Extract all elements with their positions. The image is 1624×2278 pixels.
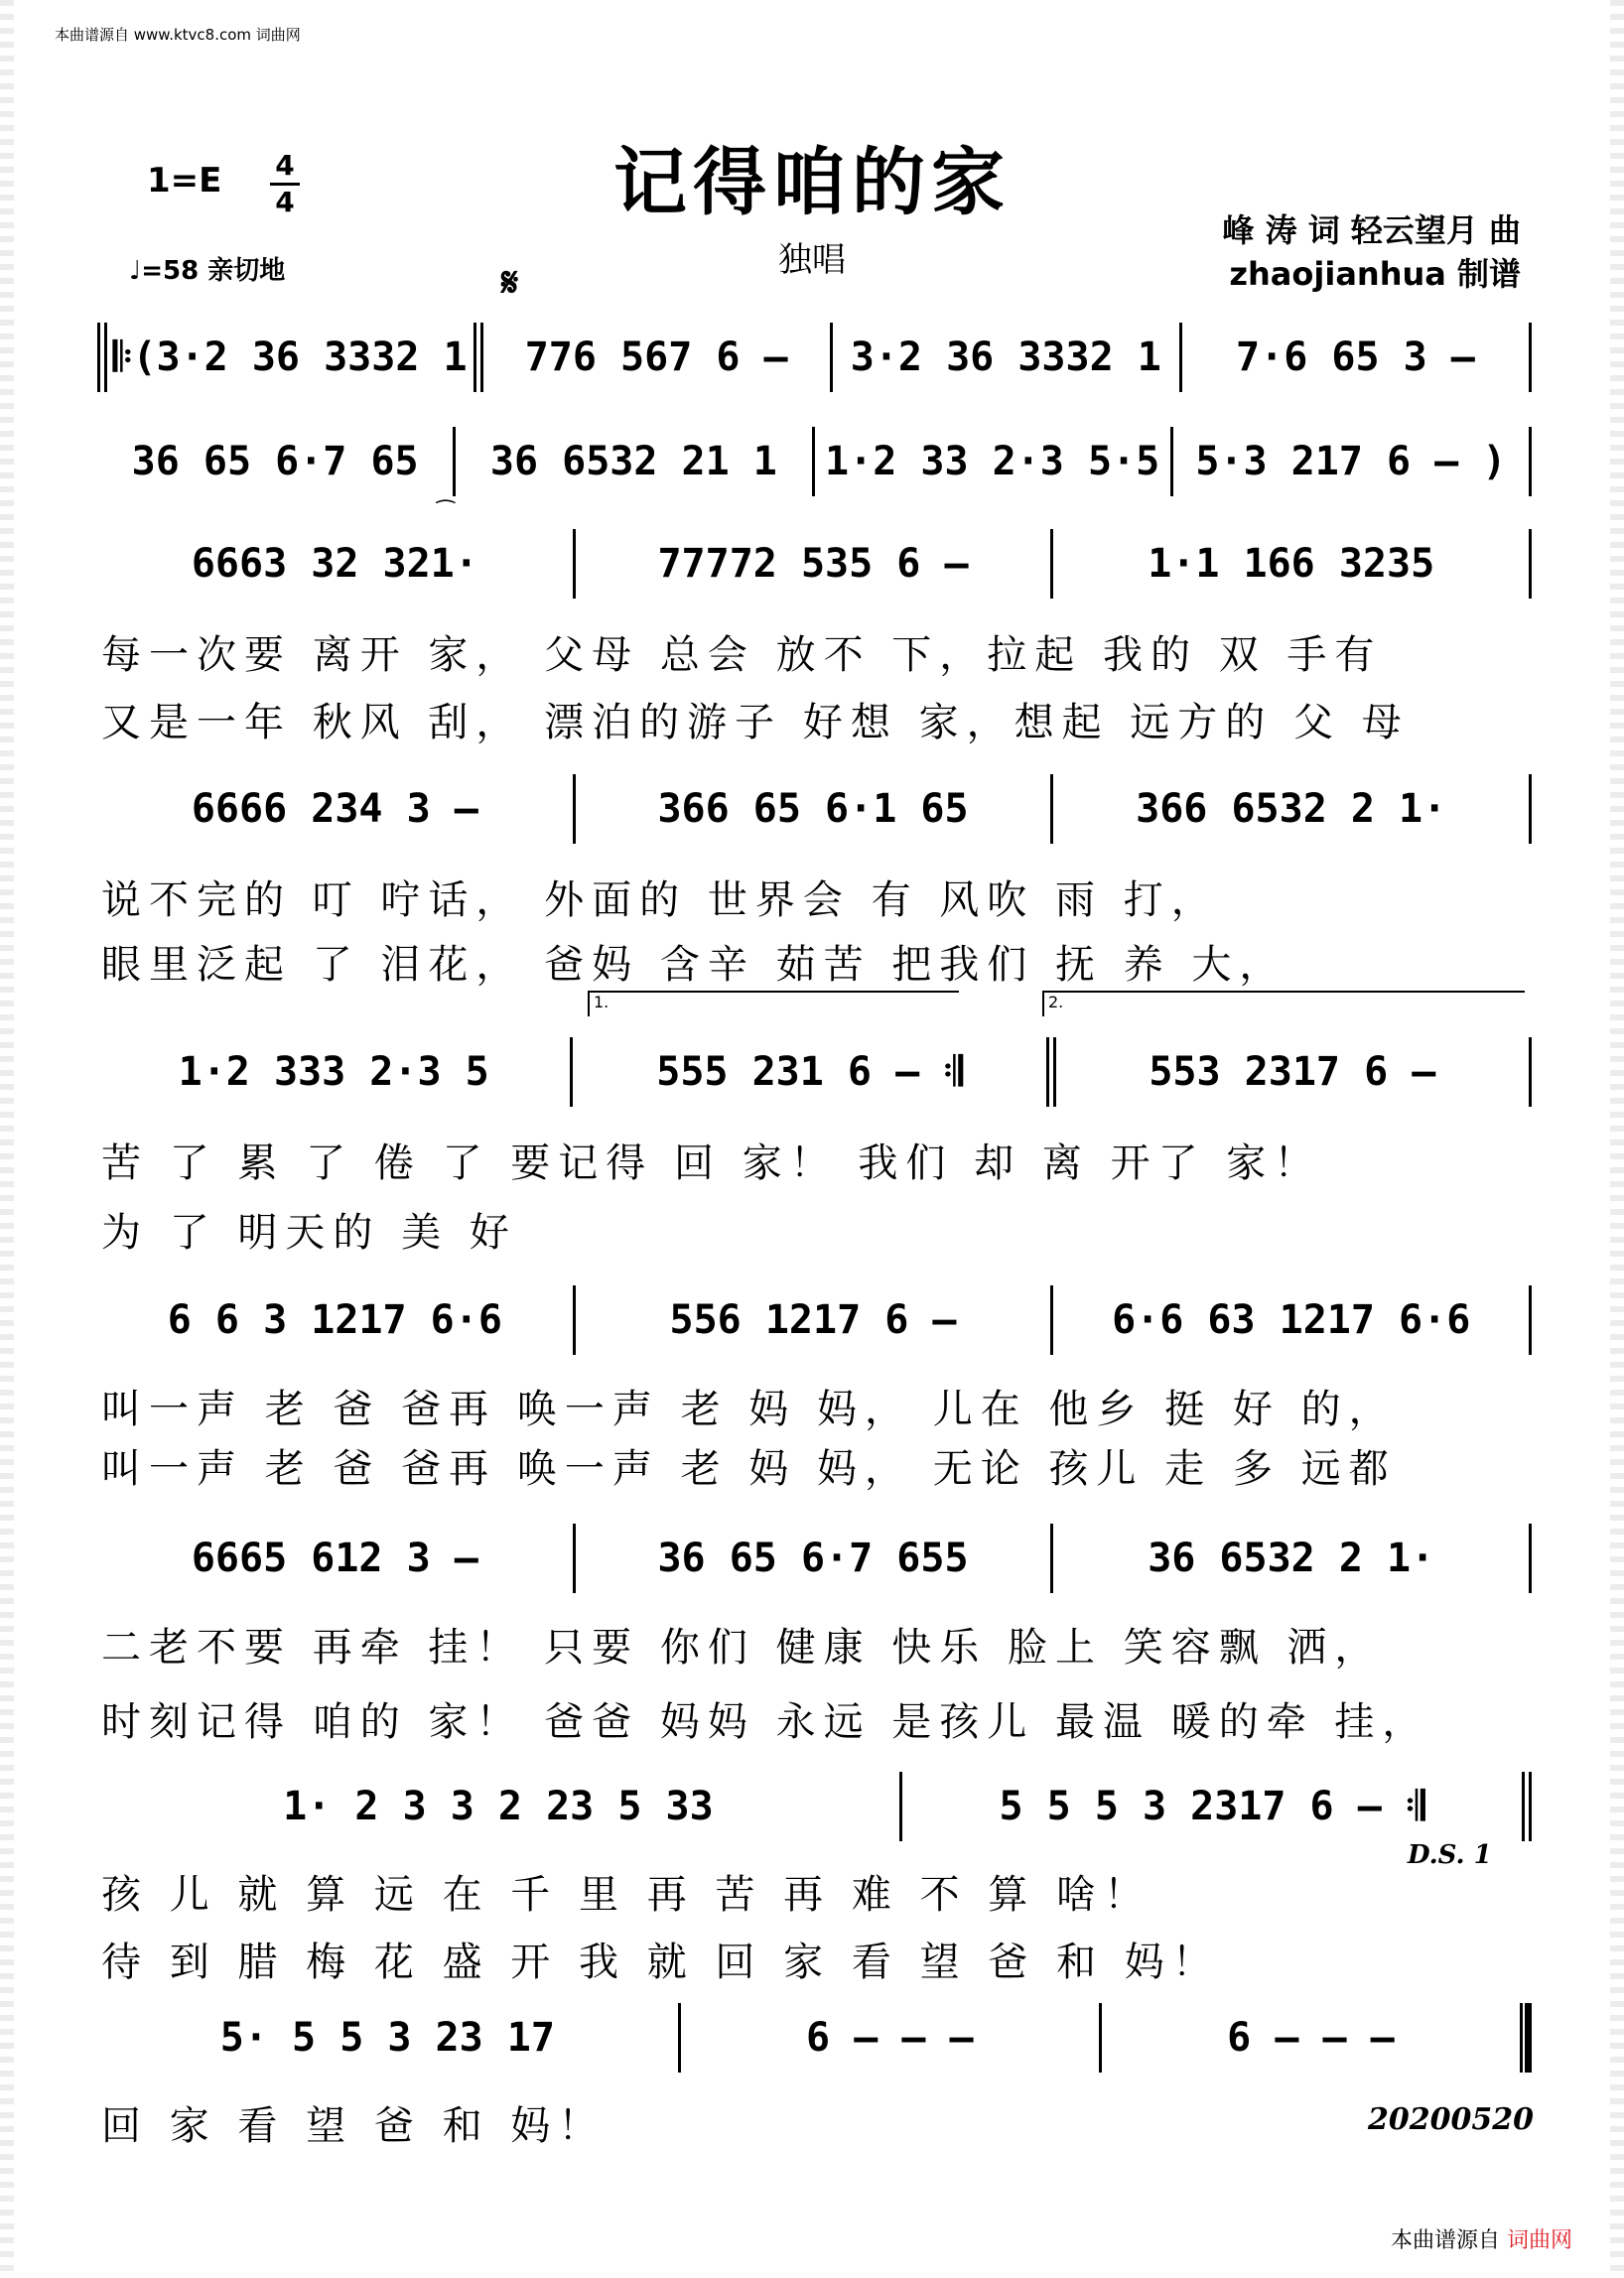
notation-row-3 [97, 529, 1532, 599]
lyric-line: 为 了 明天的 美 好 [101, 1210, 517, 1256]
notation-row-6 [97, 1285, 1532, 1355]
date-stamp: 20200520 [1368, 2102, 1534, 2137]
repeat-end-barline [1046, 1037, 1056, 1107]
lyric-line: 苦 了 累 了 倦 了 要记得 回 家！ 我们 却 离 开了 家！ [101, 1140, 1322, 1186]
lyric-line: 时刻记得 咱的 家！ 爸爸 妈妈 永远 是孩儿 最温 暖的牵 挂， [101, 1699, 1430, 1745]
notation-row-9 [97, 2003, 1532, 2073]
measure: 77772 535 6 – [657, 541, 969, 587]
song-subtitle: 独唱 [778, 240, 846, 280]
notation-row-2 [97, 427, 1532, 496]
measure: 6 – – – [806, 2015, 974, 2061]
repeat-barline [97, 323, 107, 392]
measure: 36 65 6·7 65 [131, 439, 419, 484]
lyric-line: 待 到 腊 梅 花 盛 开 我 就 回 家 看 望 爸 和 妈！ [101, 1940, 1220, 1985]
left-margin-strip [0, 0, 14, 2278]
measure: 36 6532 21 1 [489, 439, 777, 484]
source-note: 本曲谱源自 www.ktvc8.com 词曲网 [55, 26, 301, 44]
credits [1222, 208, 1521, 296]
measure: 366 6532 2 1· [1136, 786, 1447, 832]
time-top: 4 [275, 149, 295, 182]
barline [1529, 1285, 1532, 1355]
measure: 6663 32 321· [191, 541, 478, 587]
song-title: 记得咱的家 [613, 140, 1011, 225]
right-margin-strip [1610, 0, 1624, 2278]
slur-mark: ⁀ [437, 501, 455, 526]
measure: 7·6 65 3 – [1236, 335, 1475, 380]
measure: 553 2317 6 – [1149, 1049, 1436, 1095]
time-bottom: 4 [275, 186, 295, 218]
measure: 5 5 5 3 2317 6 – 𝄇 [999, 1784, 1425, 1829]
measure: 1· 2 3 3 2 23 5 33 [283, 1784, 714, 1829]
measure: 5· 5 5 3 23 17 [219, 2015, 555, 2061]
volta-2-bracket: 2. [1042, 991, 1525, 1016]
lyric-line: 叫一声 老 爸 爸再 唤一声 老 妈 妈， 无论 孩儿 走 多 远都 [101, 1446, 1397, 1492]
measure: 6666 234 3 – [191, 786, 478, 832]
lyric-line: 回 家 看 望 爸 和 妈！ [101, 2103, 607, 2149]
footer-source [1391, 2223, 1572, 2254]
barline [1529, 1037, 1532, 1107]
notation-row-5 [97, 1037, 1532, 1107]
repeat-end-barline [1522, 1772, 1532, 1841]
lyric-line: 说不完的 叮 咛话， 外面的 世界会 有 风吹 雨 打， [101, 877, 1219, 923]
lyric-line: 眼里泛起 了 泪花， 爸妈 含辛 茹苦 把我们 抚 养 大， [101, 942, 1287, 988]
barline [1529, 1524, 1532, 1593]
measure: 5·3 217 6 – ) [1195, 439, 1507, 484]
notation-row-4 [97, 774, 1532, 844]
measure: 𝄆(3·2 36 3332 1 [113, 335, 468, 380]
barline [1529, 323, 1532, 392]
notation-row-7 [97, 1524, 1532, 1593]
lyric-line: 每一次要 离开 家， 父母 总会 放不 下，拉起 我的 双 手有 [101, 632, 1383, 678]
footer-brand-link[interactable]: 词曲网 [1506, 2228, 1572, 2253]
barline [1529, 774, 1532, 844]
measure: 3·2 36 3332 1 [850, 335, 1161, 380]
measure: 556 1217 6 – [669, 1297, 957, 1343]
lyric-line: 孩 儿 就 算 远 在 千 里 再 苦 再 难 不 算 啥！ [101, 1872, 1152, 1918]
final-barline [1520, 2003, 1532, 2073]
lyric-line: 二老不要 再牵 挂！ 只要 你们 健康 快乐 脸上 笑容飘 洒， [101, 1625, 1383, 1671]
measure: 776 567 6 – [524, 335, 788, 380]
volta-1-bracket: 1. [588, 991, 959, 1016]
credits-lyrics-music: 峰 涛 词 轻云望月 曲 [1222, 211, 1521, 249]
measure: 36 65 6·7 655 [657, 1536, 969, 1581]
notation-row-1 [97, 323, 1532, 392]
dal-segno-mark: D.S. 1 [1408, 1840, 1492, 1870]
measure: 366 65 6·1 65 [657, 786, 969, 832]
barline [1529, 427, 1532, 496]
measure: 6·6 63 1217 6·6 [1112, 1297, 1471, 1343]
lyric-line: 又是一年 秋风 刮， 漂泊的游子 好想 家，想起 远方的 父 母 [101, 700, 1410, 745]
double-barline [474, 323, 483, 392]
measure: 555 231 6 – 𝄇 [656, 1049, 963, 1095]
tempo-marking: ♩=58 亲切地 [129, 256, 286, 286]
measure: 36 6532 2 1· [1148, 1536, 1435, 1581]
measure: 1·2 333 2·3 5 [178, 1049, 489, 1095]
notation-row-8 [97, 1772, 1532, 1841]
measure: 6 – – – [1227, 2015, 1395, 2061]
segno-sign: 𝄋 [501, 260, 519, 306]
measure: 6665 612 3 – [191, 1536, 478, 1581]
barline [1529, 529, 1532, 599]
measure: 1·1 166 3235 [1148, 541, 1435, 587]
credits-transcriber: zhaojianhua 制谱 [1229, 255, 1521, 293]
key-signature: 1=E [147, 161, 222, 201]
measure: 1·2 33 2·3 5·5 [825, 439, 1160, 484]
footer-source-label: 本曲谱源自 [1390, 2228, 1500, 2253]
measure: 6 6 3 1217 6·6 [167, 1297, 502, 1343]
lyric-line: 叫一声 老 爸 爸再 唤一声 老 妈 妈， 儿在 他乡 挺 好 的， [101, 1387, 1397, 1432]
